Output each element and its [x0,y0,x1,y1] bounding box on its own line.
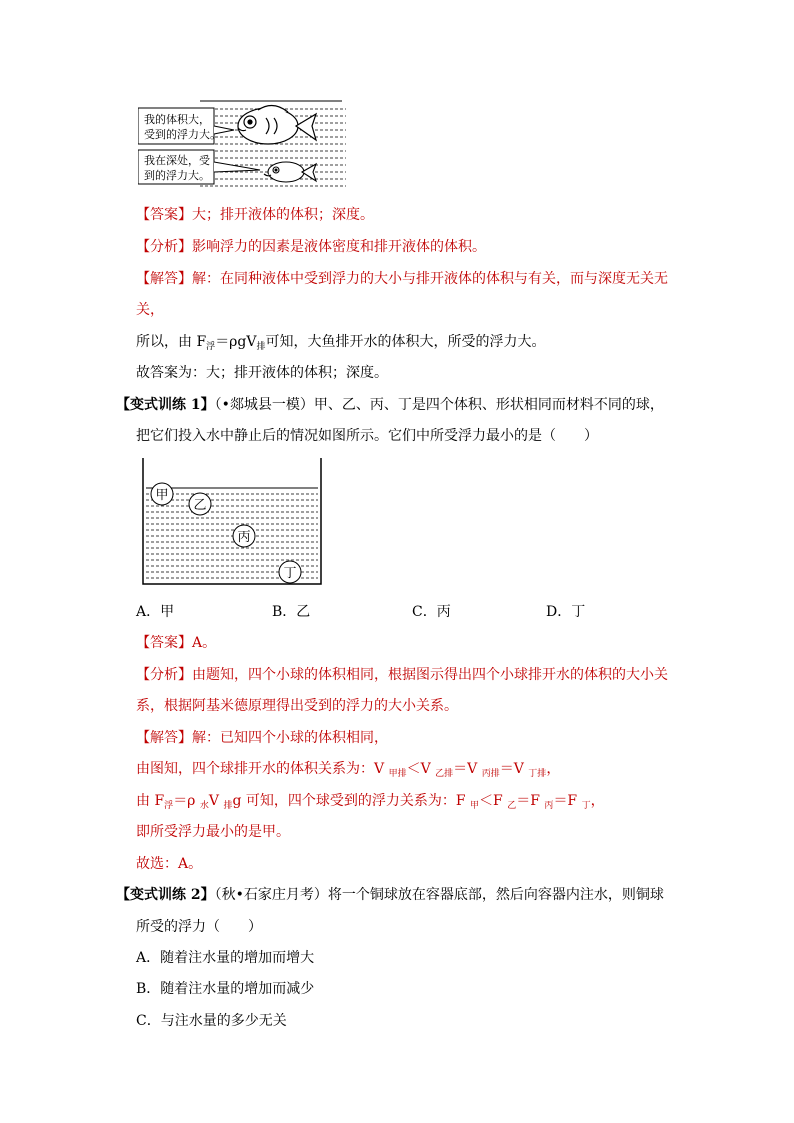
q1-solution-3: 由 $F_浮=\rho$ $_水$V $_排$g 可知，四个球受到的浮力关系为：F $_甲$＜F $_乙$＝F $_丙$＝F $_丁$， [136,793,605,811]
q1-tag: 【变式训练 1】 [116,397,215,413]
q1-final: 故选：A。 [136,856,203,872]
fish-diagram-svg [138,96,350,196]
q1-option-a[interactable]: A．甲 [136,604,175,620]
ball-ding [279,561,301,583]
small-fish-bubble-line2: 到的浮力大。 [144,169,210,182]
answer-tag: 【答案】 [136,207,192,223]
q1-option-c[interactable]: C．丙 [412,604,451,620]
container-figure [140,458,324,588]
q1-solution-1: 【解答】解：已知四个小球的体积相同， [136,730,388,746]
solution-tag: 【解答】 [136,271,192,287]
q1-analysis-2: 系，根据阿基米德原理得出受到的浮力的大小关系。 [136,698,458,714]
q2-tag: 【变式训练 2】 [116,887,215,903]
container-svg [140,458,324,588]
q1-stem-1: 【变式训练 1】（•郯城县一模）甲、乙、丙、丁是四个体积、形状相同而材料不同的球， [116,397,664,413]
small-fish-bubble-line1: 我在深处，受 [144,154,210,167]
q0-final: 故答案为：大；排开液体的体积；深度。 [136,365,388,381]
big-fish [238,105,316,144]
solution-text: 解：在同种液体中受到浮力的大小与排开液体的体积与有关，而与深度无关无 [192,271,668,287]
q0-solution-2: 关， [136,302,164,318]
q0-solution-1 [136,270,668,288]
q2-option-b[interactable]: B．随着注水量的增加而减少 [136,981,315,997]
ball-yi [189,493,211,515]
q0-answer [136,206,374,224]
big-fish-bubble-line1: 我的体积大， [144,113,210,126]
svg-text:丁: 丁 [283,566,297,581]
ball-bing [233,525,255,547]
q1-option-d[interactable]: D．丁 [546,604,586,620]
ball-jia [151,483,173,505]
q2-option-c[interactable]: C．与注水量的多少无关 [136,1013,287,1029]
q2-stem-1: 【变式训练 2】（秋•石家庄月考）将一个铜球放在容器底部，然后向容器内注水，则铜球 [116,887,664,903]
q2-stem-2: 所受的浮力（ ） [136,919,262,935]
q1-option-b[interactable]: B．乙 [272,604,311,620]
fish-figure [138,96,350,196]
q0-solution-3: 所以，由 $F_浮=\rho gV_排$可知，大鱼排开水的体积大，所受的浮力大。 [136,334,546,352]
svg-text:甲: 甲 [155,488,169,503]
q1-solution-4: 即所受浮力最小的是甲。 [136,824,290,840]
analysis-text: 影响浮力的因素是液体密度和排开液体的体积。 [192,239,486,255]
q1-answer: 【答案】A。 [136,635,217,651]
q1-analysis-1: 【分析】由题知，四个小球的体积相同，根据图示得出四个小球排开水的体积的大小关 [136,667,668,683]
big-fish-bubble-line2: 受到的浮力大。 [144,128,221,141]
q2-option-a[interactable]: A．随着注水量的增加而增大 [136,950,315,966]
q0-analysis [136,238,486,256]
q1-stem-2: 把它们投入水中静止后的情况如图所示。它们中所受浮力最小的是（ ） [136,428,598,444]
svg-text:乙: 乙 [193,498,207,513]
analysis-tag: 【分析】 [136,239,192,255]
svg-text:丙: 丙 [237,530,251,545]
answer-text: 大；排开液体的体积；深度。 [192,207,374,223]
q1-solution-2: 由图知，四个球排开水的体积关系为：V $_{甲排}$＜V $_{乙排}$＝V $_{丙排}$＝V $_{丁排}$， [136,761,561,779]
